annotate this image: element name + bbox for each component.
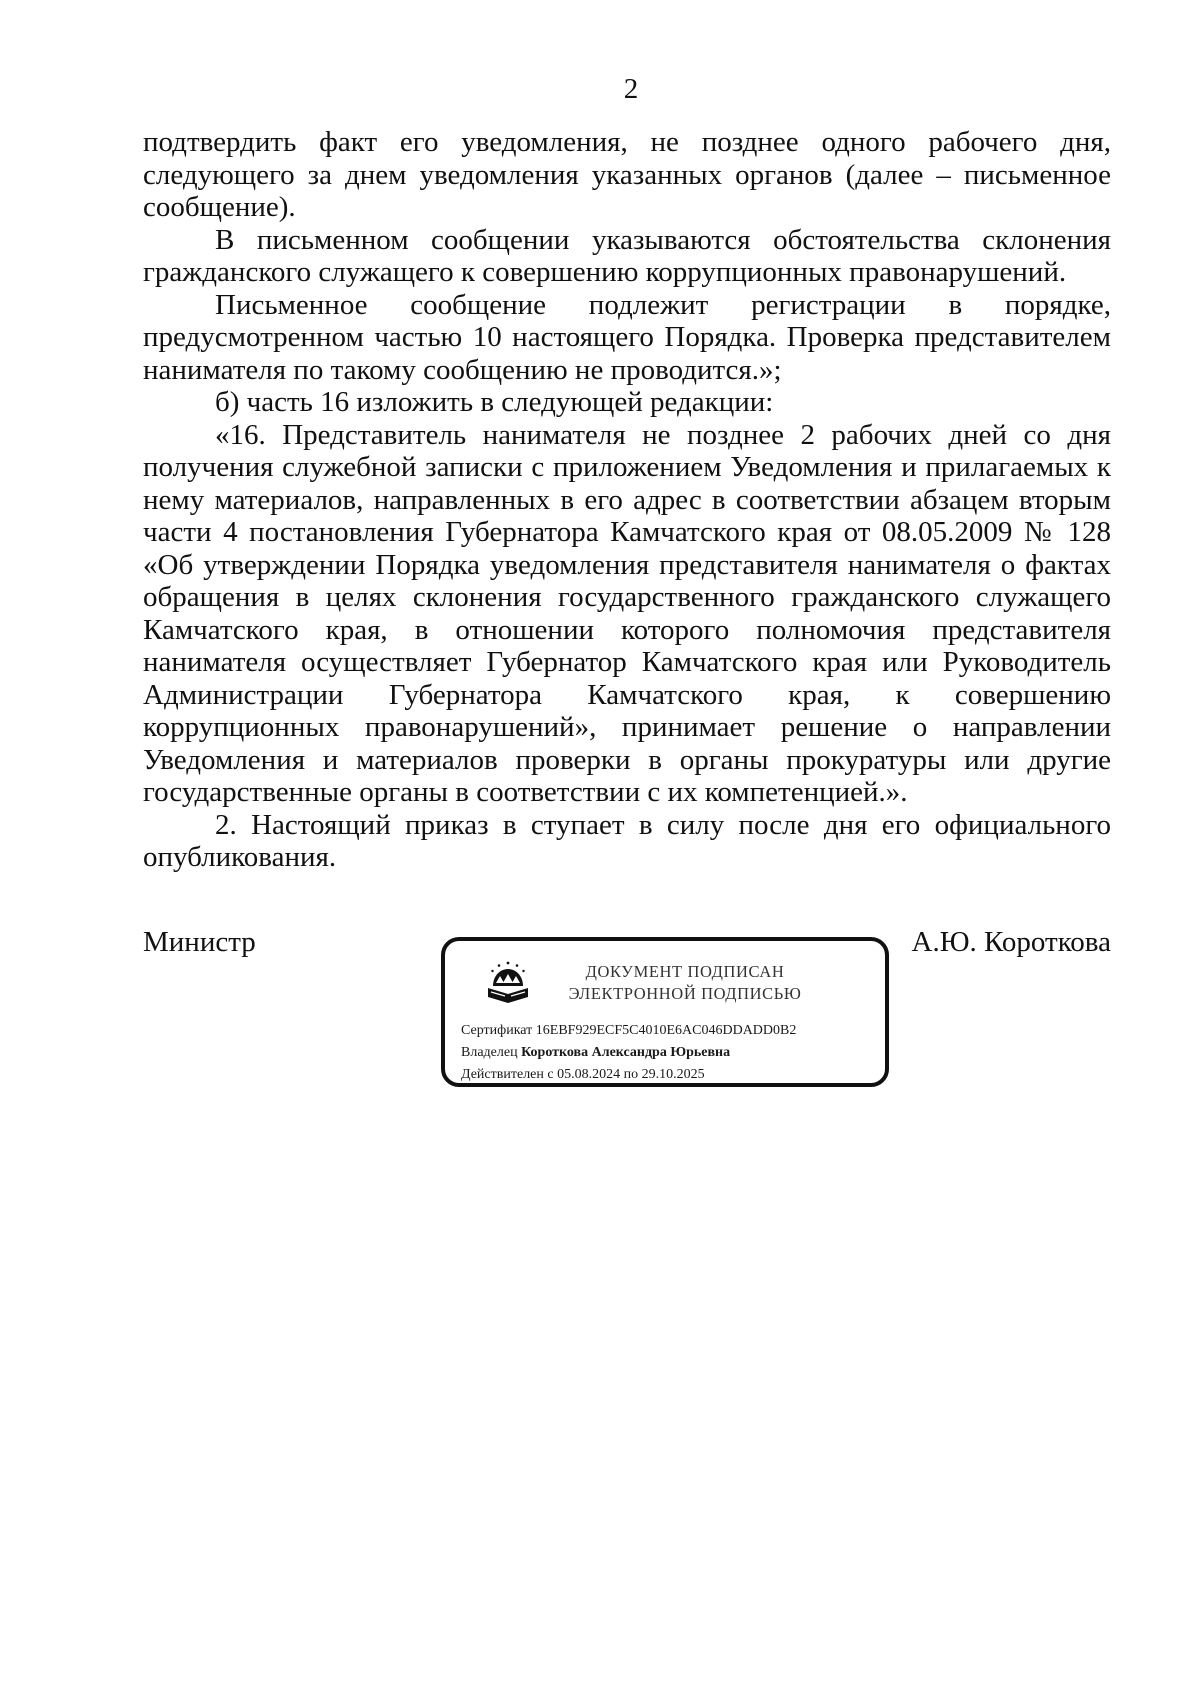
paragraph: б) часть 16 изложить в следующей редакции: [215,386,774,418]
paragraph: 2. Настоящий приказ в ступает в силу после дня его официального опубликования. [143,808,1111,873]
valid-to-date: 29.10.2025 [641,1067,705,1082]
valid-to-label: по [623,1067,639,1082]
owner-value: Короткова Александра Юрьевна [521,1045,731,1060]
stamp-validity-row [461,1066,705,1084]
stamp-owner-row [461,1044,730,1062]
paragraph: «16. Представитель нанимателя не позднее 2 рабочих дней со дня получения служебной записки с приложением Уведомления и прилагаемых к нему материалов, направленных в его адрес в соответствии абзацем вторым части 4 постановления Губернатора Камчатского края от 08.05.2009 № 128 «Об утверждении Порядка уведомления представителя нанимателя о фактах обращения в целях склонения государственного гражданского служащего Камчатского края, в отношении которого полномочия представителя нанимателя осуществляет Губернатор Камчатского края или Руководитель Администрации Губернатора Камчатского края, к совершению коррупционных правонарушений», принимает решение о направлении Уведомления и материалов проверки в органы прокуратуры или другие государственные органы в соответствии с их компетенцией.». [143,418,1111,808]
valid-label: Действителен с [461,1067,554,1082]
kamchatka-emblem-icon [483,959,533,1005]
paragraph: подтвердить факт его уведомления, не позднее одного рабочего дня, следующего за днем уведомления указанных органов (далее – письменное сообщение). [143,126,1111,223]
certificate-label: Сертификат [461,1023,533,1038]
certificate-value: 16EBF929ECF5C4010E6AC046DDADD0B2 [535,1023,797,1038]
stamp-heading-line: ЭЛЕКТРОННОЙ ПОДПИСЬЮ [568,984,802,1003]
document-body [143,126,1111,874]
paragraph: В письменном сообщении указываются обстоятельства склонения гражданского служащего к совершению коррупционных правонарушений. [143,223,1111,288]
stamp-heading-line: ДОКУМЕНТ ПОДПИСАН [585,962,785,981]
page-number: 2 [623,73,639,105]
paragraph: Письменное сообщение подлежит регистрации в порядке, предусмотренном частью 10 настоящего Порядка. Проверка представителем нанимателя по такому сообщению не проводится.»; [143,288,1111,386]
signer-position: Министр [143,926,256,958]
signer-name: А.Ю. Короткова [911,926,1111,958]
stamp-heading [545,961,825,1005]
stamp-certificate-row [461,1022,796,1040]
signature-block [143,925,1111,1105]
owner-label: Владелец [461,1045,518,1060]
electronic-signature-stamp [441,937,889,1087]
valid-from-date: 05.08.2024 [557,1067,621,1082]
